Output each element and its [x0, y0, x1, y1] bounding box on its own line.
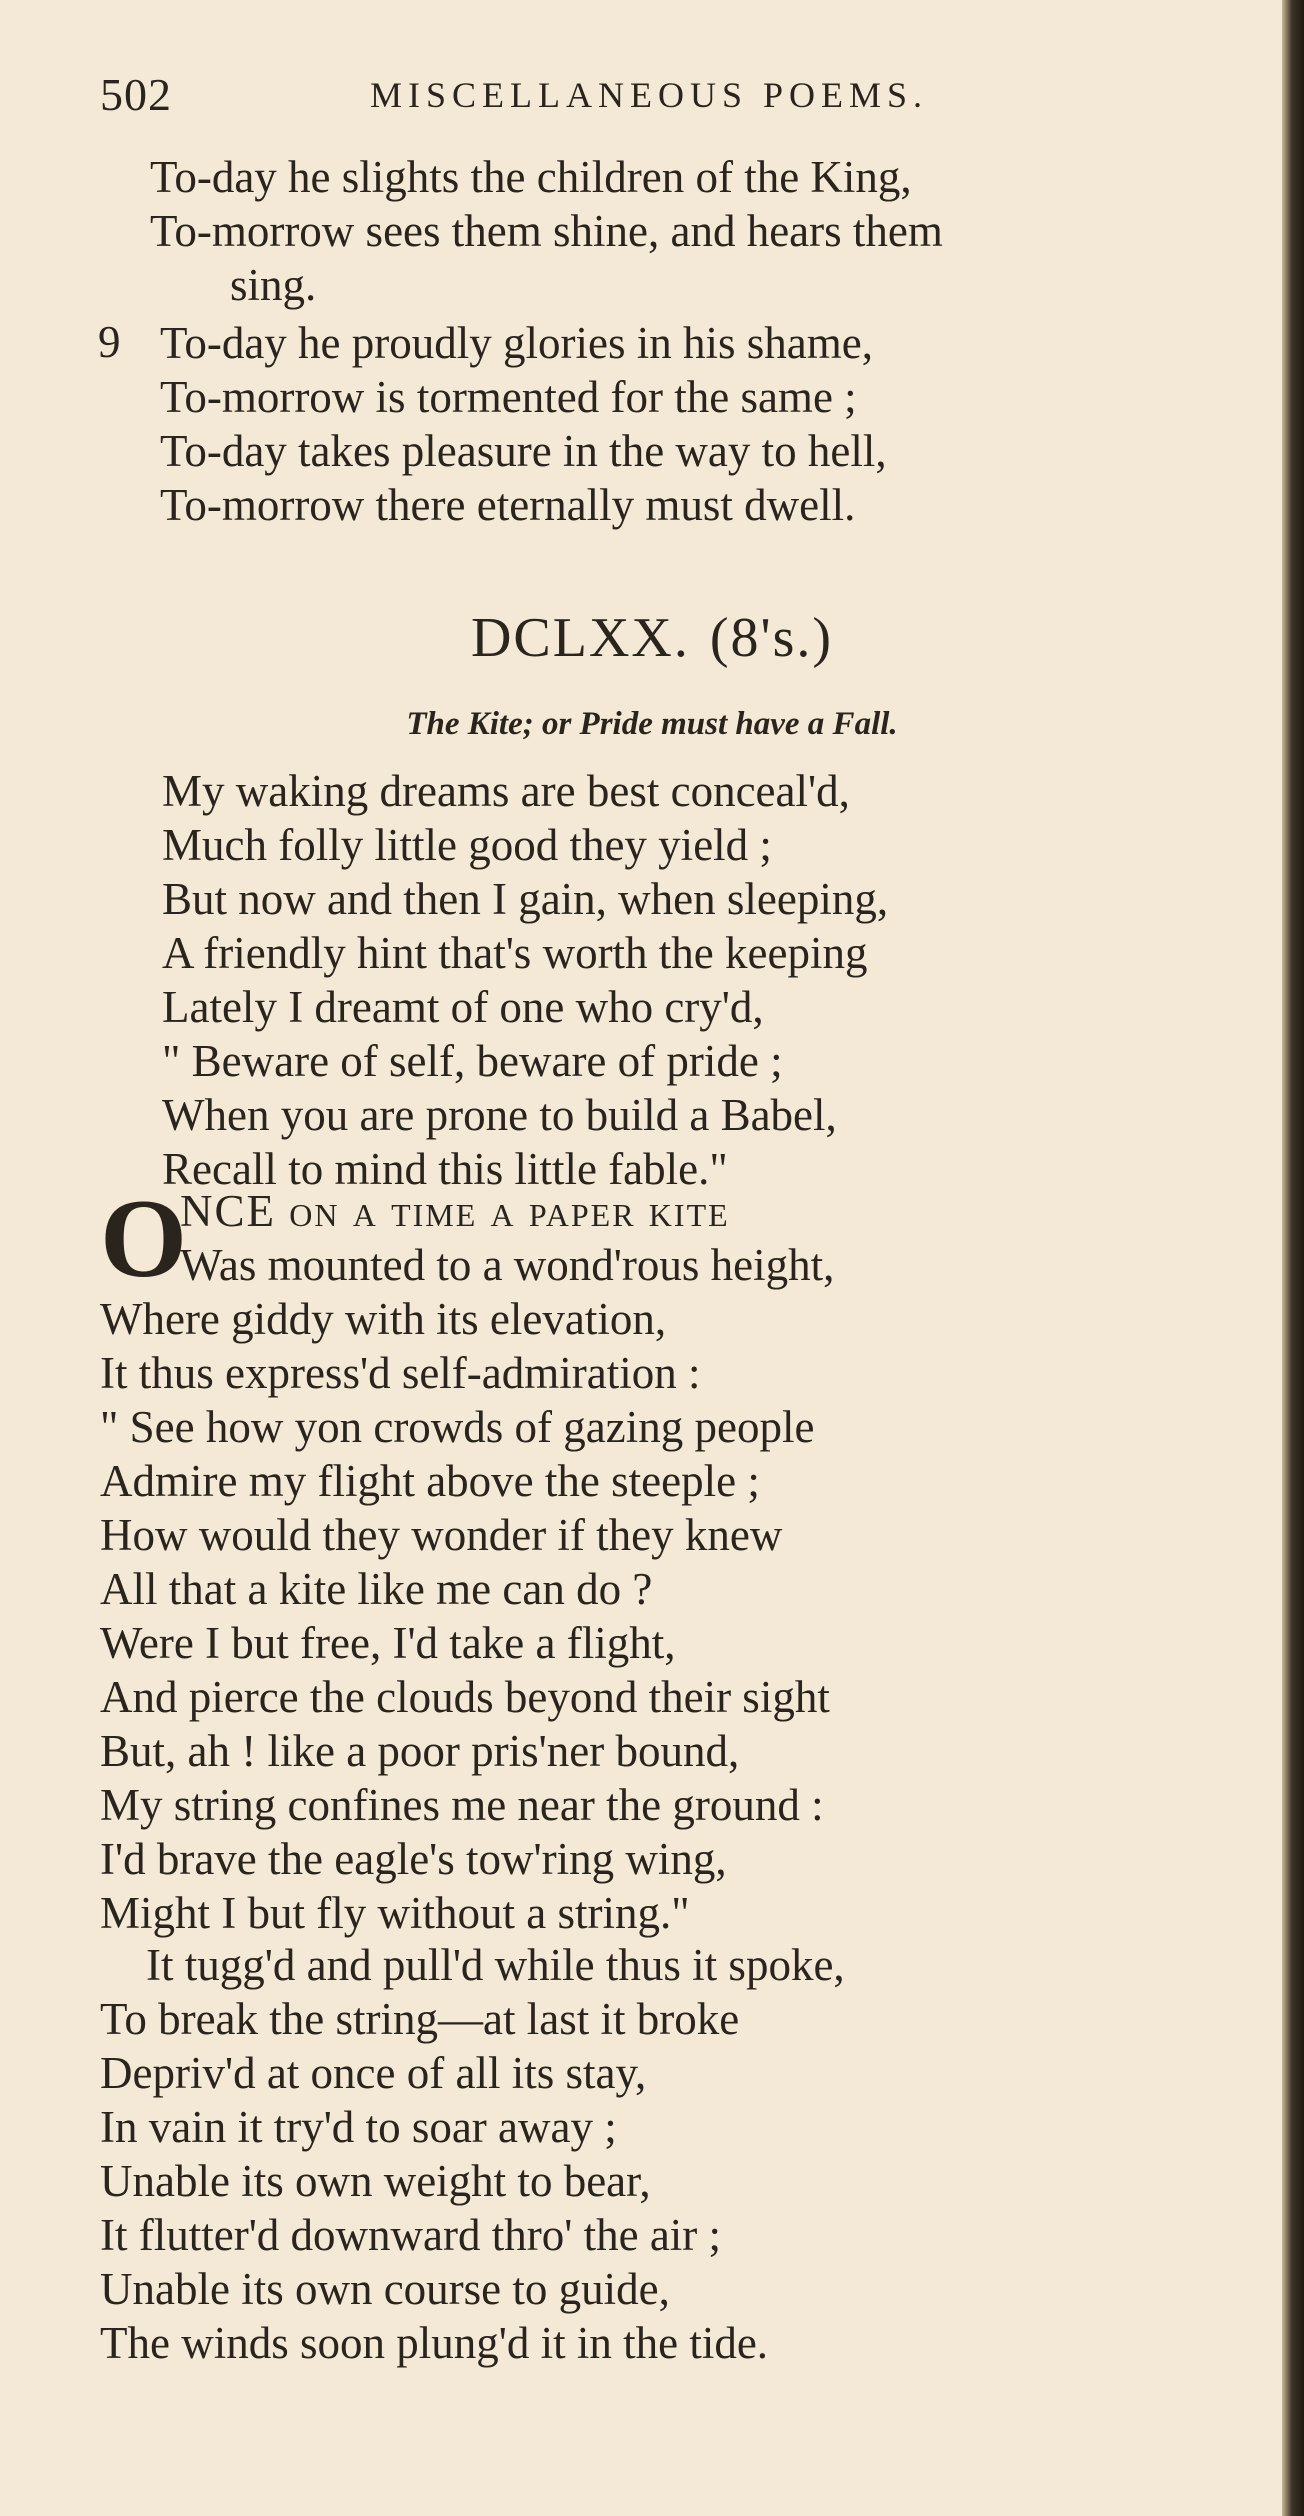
- poem-line: sing.: [230, 260, 317, 310]
- hymn-meter: (8's.): [709, 607, 834, 669]
- stanza-number: 9: [98, 317, 121, 367]
- poem-line: Was mounted to a wond'rous height,: [180, 1240, 835, 1290]
- poem-line: [180, 1184, 730, 1238]
- poem-line: Depriv'd at once of all its stay,: [100, 2048, 647, 2098]
- poem-line: Lately I dreamt of one who cry'd,: [162, 982, 764, 1032]
- poem-line: When you are prone to build a Babel,: [162, 1090, 837, 1140]
- poem-line: How would they wonder if they knew: [100, 1510, 783, 1560]
- poem-line: To-morrow sees them shine, and hears them: [150, 206, 943, 256]
- book-spine-edge: [1282, 0, 1304, 2516]
- poem-line: Might I but fly without a string.": [100, 1888, 690, 1938]
- poem-line: A friendly hint that's worth the keeping: [162, 928, 868, 978]
- poem-line: But now and then I gain, when sleeping,: [162, 874, 889, 924]
- poem-line: Unable its own course to guide,: [100, 2264, 670, 2314]
- poem-line: All that a kite like me can do ?: [100, 1564, 653, 1614]
- poem-line: It thus express'd self-admiration :: [100, 1348, 701, 1398]
- page-header: [100, 68, 1240, 128]
- poem-line: In vain it try'd to soar away ;: [100, 2102, 617, 2152]
- poem-line: Were I but free, I'd take a flight,: [100, 1618, 676, 1668]
- poem-line: The winds soon plung'd it in the tide.: [100, 2318, 769, 2368]
- hymn-number-title: [0, 606, 1304, 670]
- poem-line: Admire my flight above the steeple ;: [100, 1456, 760, 1506]
- page-number: 502: [100, 69, 172, 120]
- drop-cap: O: [100, 1177, 188, 1301]
- poem-line: Unable its own weight to bear,: [100, 2156, 651, 2206]
- hymn-number: DCLXX.: [470, 607, 690, 669]
- poem-line: Recall to mind this little fable.": [162, 1144, 728, 1194]
- poem-line: Much folly little good they yield ;: [162, 820, 772, 870]
- poem-line: It tugg'd and pull'd while thus it spoke,: [146, 1940, 845, 1990]
- poem-line: But, ah ! like a poor pris'ner bound,: [100, 1726, 740, 1776]
- poem-line: It flutter'd downward thro' the air ;: [100, 2210, 722, 2260]
- poem-line: To-morrow there eternally must dwell.: [160, 480, 856, 530]
- poem-line: To-morrow is tormented for the same ;: [160, 372, 857, 422]
- poem-line: To-day he proudly glories in his shame,: [160, 318, 873, 368]
- poem-line: And pierce the clouds beyond their sight: [100, 1672, 830, 1722]
- first-line-rest: NCE on a time a paper kite: [180, 1186, 730, 1236]
- poem-subtitle: The Kite; or Pride must have a Fall.: [406, 706, 898, 742]
- poem-line: My waking dreams are best conceal'd,: [162, 766, 850, 816]
- poem-line: " Beware of self, beware of pride ;: [162, 1036, 783, 1086]
- poem-line: To-day he slights the children of the King,: [150, 152, 912, 202]
- poem-line: To break the string—at last it broke: [100, 1994, 740, 2044]
- poem-line: To-day takes pleasure in the way to hell,: [160, 426, 887, 476]
- poem-line: " See how yon crowds of gazing people: [100, 1402, 815, 1452]
- poem-line: I'd brave the eagle's tow'ring wing,: [100, 1834, 727, 1884]
- running-head: MISCELLANEOUS POEMS.: [370, 75, 929, 115]
- poem-line: Where giddy with its elevation,: [100, 1294, 667, 1344]
- poem-line: My string confines me near the ground :: [100, 1780, 824, 1830]
